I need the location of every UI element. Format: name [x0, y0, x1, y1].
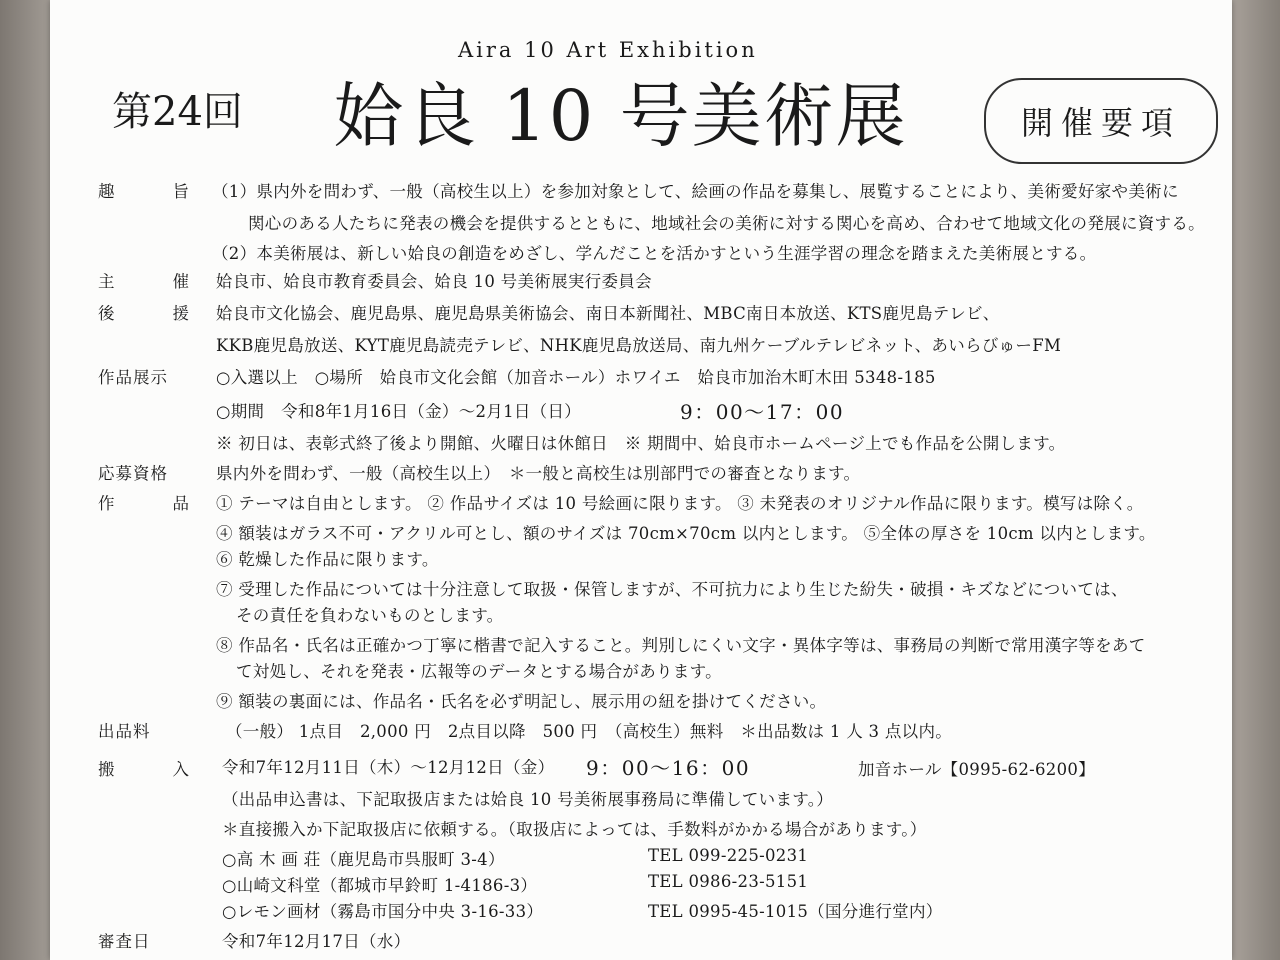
english-subtitle: Aira 10 Art Exhibition — [458, 38, 758, 62]
purpose-line-3: （2）本美術展は、新しい姶良の創造をめざし、学んだことを活かすという生涯学習の理念を踏まえた美術展とする。 — [212, 244, 1097, 263]
works-line-5: その責任を負わないものとします。 — [236, 606, 504, 625]
support-line-2: KKB鹿児島放送、KYT鹿児島読売テレビ、NHK鹿児島放送局、南九州ケーブルテレビネット、あいらびゅーFM — [216, 336, 1062, 355]
edition-number: 第24回 — [112, 89, 243, 135]
table-surface-right — [1232, 0, 1280, 960]
support-line-1: 姶良市文化協会、鹿児島県、鹿児島県美術協会、南日本新聞社、MBC南日本放送、KTS鹿児島テレビ、 — [216, 304, 1000, 323]
shop-tel: TEL 0995-45-1015（国分進行堂内） — [648, 902, 943, 921]
label-organizer: 主 催 — [98, 272, 190, 291]
organizer-line: 姶良市、姶良市教育委員会、姶良 10 号美術展実行委員会 — [216, 272, 652, 291]
delivery-note-2: ＊直接搬入か下記取扱店に依頼する。（取扱店によっては、手数料がかかる場合があります。） — [222, 820, 927, 839]
works-line-4: ⑦ 受理した作品については十分注意して取扱・保管しますが、不可抗力により生じた紛失・破損・キズなどについては、 — [216, 580, 1128, 599]
works-line-6: ⑧ 作品名・氏名は正確かつ丁寧に楷書で記入すること。判別しにくい文字・異体字等は、事務局の判断で常用漢字等をあて — [216, 636, 1146, 655]
delivery-note-1: （出品申込書は、下記取扱店または姶良 10 号美術展事務局に準備しています。） — [222, 790, 834, 809]
flyer-page — [50, 0, 1232, 960]
works-line-3: ⑥ 乾燥した作品に限ります。 — [216, 550, 439, 569]
label-support: 後 援 — [98, 304, 190, 323]
fee-line: （一般） 1点目 2,000 円 2点目以降 500 円 （高校生）無料 ＊出品数は 1 人 3 点以内。 — [226, 722, 953, 741]
shop-tel: TEL 099-225-0231 — [648, 846, 809, 865]
display-line-3: ※ 初日は、表彰式終了後より開館、火曜日は休館日 ※ 期間中、姶良市ホームページ上でも作品を公開します。 — [216, 434, 1066, 453]
label-delivery: 搬 入 — [98, 760, 190, 779]
label-purpose: 趣 旨 — [98, 182, 190, 201]
label-judging: 審査日 — [98, 932, 151, 951]
purpose-line-2: 関心のある人たちに発表の機会を提供するとともに、地域社会の美術に対する関心を高め、合わせて地域文化の発展に資する。 — [248, 214, 1205, 233]
judging-line: 令和7年12月17日（水） — [222, 932, 411, 951]
display-hours: 9：00～17：00 — [680, 400, 845, 424]
shop-tel: TEL 0986-23-5151 — [648, 872, 809, 891]
table-surface-left — [0, 0, 52, 960]
delivery-place: 加音ホール【0995-62-6200】 — [858, 760, 1095, 779]
shop-name: ○レモン画材（霧島市国分中央 3-16-33） — [222, 902, 544, 921]
page-title: 姶良 10 号美術展 — [334, 75, 908, 157]
label-eligibility: 応募資格 — [98, 464, 168, 483]
works-line-7: て対処し、それを発表・広報等のデータとする場合があります。 — [236, 662, 722, 681]
label-works: 作 品 — [98, 494, 190, 513]
guidelines-badge: 開催要項 — [984, 78, 1218, 164]
delivery-time: 9：00～16：00 — [586, 756, 751, 780]
delivery-date: 令和7年12月11日（木）～12月12日（金） — [222, 758, 555, 777]
works-line-2: ④ 額装はガラス不可・アクリル可とし、額のサイズは 70cm×70cm 以内とします。 ⑤全体の厚さを 10cm 以内とします。 — [216, 524, 1156, 543]
eligibility-line: 県内外を問わず、一般（高校生以上） ＊一般と高校生は別部門での審査となります。 — [216, 464, 861, 483]
works-line-1: ① テーマは自由とします。 ② 作品サイズは 10 号絵画に限ります。 ③ 未発表のオリジナル作品に限ります。模写は除く。 — [216, 494, 1144, 513]
works-line-8: ⑨ 額装の裏面には、作品名・氏名を必ず明記し、展示用の紐を掛けてください。 — [216, 692, 827, 711]
shop-name: ○山崎文科堂（都城市早鈴町 1-4186-3） — [222, 876, 538, 895]
label-display: 作品展示 — [98, 368, 168, 387]
label-fee: 出品料 — [98, 722, 151, 741]
display-line-1: ○入選以上 ○場所 姶良市文化会館（加音ホール）ホワイエ 姶良市加治木町木田 5348-185 — [216, 368, 936, 387]
shop-name: ○高 木 画 荘（鹿児島市呉服町 3-4） — [222, 850, 505, 869]
purpose-line-1: （1）県内外を問わず、一般（高校生以上）を参加対象として、絵画の作品を募集し、展覧することにより、美術愛好家や美術に — [212, 182, 1179, 201]
display-line-2: ○期間 令和8年1月16日（金）～2月1日（日） — [216, 402, 582, 421]
